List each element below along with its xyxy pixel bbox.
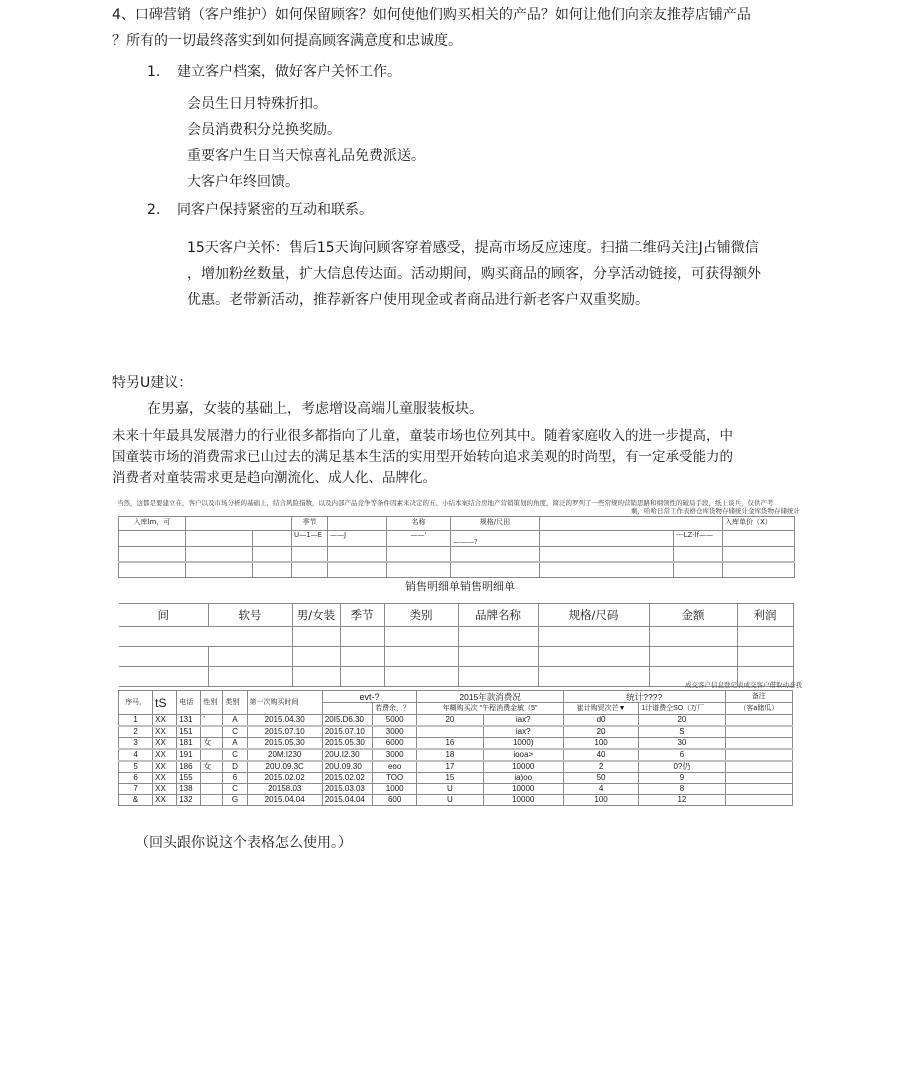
inventory-cell xyxy=(253,547,292,563)
item2-number: 2. xyxy=(147,202,161,218)
customer-cell: 6000 xyxy=(373,738,417,750)
special-paragraph-line: 消费者对童装需求更是趋向潮流化、成人化、品牌化。 xyxy=(112,470,436,486)
customer-cell: XX xyxy=(153,761,177,773)
inventory-row xyxy=(119,562,795,578)
customer-cell: iooa> xyxy=(483,749,563,761)
inventory-cell xyxy=(723,531,795,547)
customer-cell xyxy=(725,726,792,738)
sales-cell xyxy=(737,627,793,647)
sales-cell xyxy=(208,667,292,687)
sales-cell xyxy=(340,667,384,687)
customer-cell: 5000 xyxy=(373,715,417,727)
customer-cell: XX xyxy=(153,784,177,795)
inventory-header-cell xyxy=(186,517,292,531)
customer-header-2015-sub: 年糊购买次 "午程消费金敏（5" xyxy=(417,703,564,715)
customer-header-remarks-sub: （客a储瓜） xyxy=(725,703,792,715)
customer-header-stats-sub2: 1计谱费仝SO（万厂 xyxy=(639,703,725,715)
customer-cell xyxy=(201,795,223,806)
customer-cell: iax? xyxy=(483,726,563,738)
customer-cell: 9 xyxy=(639,773,725,784)
customer-cell: 1000 xyxy=(373,784,417,795)
customer-cell: 女 xyxy=(201,738,223,750)
customer-cell: 0?仍 xyxy=(639,761,725,773)
customer-header-name: tS xyxy=(153,691,177,715)
sales-cell xyxy=(737,647,793,667)
inventory-cell xyxy=(119,547,186,563)
inventory-cell: U—1—E xyxy=(292,531,328,547)
sales-cell xyxy=(292,647,340,667)
customer-cell: 1000) xyxy=(483,738,563,750)
special-line: 在男嘉，女装的基础上，考虑增设高端儿童服装板块。 xyxy=(147,401,483,417)
customer-cell: 138 xyxy=(177,784,201,795)
customer-cell: 20158.03 xyxy=(247,784,322,795)
customer-cell: U xyxy=(417,795,483,806)
inventory-cell xyxy=(119,562,186,578)
customer-cell: 20 xyxy=(417,715,483,727)
customer-cell: XX xyxy=(153,726,177,738)
section4-intro-line1: 4、口碑营销（客户维护）如何保留顾客？如何使他们购买相关的产品？如何让他们向亲友推荐店铺产品 xyxy=(112,7,751,23)
special-paragraph-line: 国童装市场的消费需求已山过去的满足基本生活的实用型开始转向追求美观的时尚型，有一定承受能力的 xyxy=(112,449,733,465)
inventory-header-cell: 名称 xyxy=(387,517,451,531)
customer-cell: 131 xyxy=(177,715,201,727)
customer-cell xyxy=(725,749,792,761)
customer-cell: 20I5.D6.30 xyxy=(322,715,372,727)
customer-cell: 15 xyxy=(417,773,483,784)
customer-cell xyxy=(201,784,223,795)
inventory-cell xyxy=(451,562,540,578)
customer-cell: 20U.09.3C xyxy=(247,761,322,773)
item1-point: 会员生日月特殊折扣。 xyxy=(187,96,327,112)
sales-cell xyxy=(458,647,538,667)
inventory-cell xyxy=(186,531,253,547)
item1-point: 大客户年终回馈。 xyxy=(187,174,299,190)
customer-cell: XX xyxy=(153,749,177,761)
customer-cell: 2015.04.04 xyxy=(247,795,322,806)
inventory-cell xyxy=(387,562,451,578)
sales-cell xyxy=(340,627,384,647)
customer-cell: 3000 xyxy=(373,726,417,738)
customer-cell xyxy=(417,726,483,738)
inventory-cell xyxy=(540,562,674,578)
inventory-cell xyxy=(328,562,387,578)
customer-cell: 17 xyxy=(417,761,483,773)
inventory-cell: ---LZ-lf—— xyxy=(674,531,723,547)
inventory-cell: ——' xyxy=(387,531,451,547)
inventory-cell xyxy=(451,547,540,563)
customer-header-2015-consumption: 2015年款消费况 xyxy=(417,691,564,703)
sales-header-cell: 规格/尺码 xyxy=(538,604,649,627)
customer-header-category: 类别 xyxy=(223,691,247,715)
customer-cell: 151 xyxy=(177,726,201,738)
sales-cell xyxy=(292,627,340,647)
customer-row xyxy=(119,773,793,784)
customer-header-stats: 统计???? xyxy=(563,691,725,703)
customer-cell: S xyxy=(639,726,725,738)
customer-cell: 5 xyxy=(119,761,153,773)
sales-cell xyxy=(208,647,292,667)
inventory-cell xyxy=(387,547,451,563)
sales-cell xyxy=(340,647,384,667)
small-note-line1: 当然，这都是要建立在，客户以及市场分析的基础上，结合风险指数，以及内部产品竞争等条件因素来决定的五、小结本案结合房地产营销策划的角度，简泛的罗列了一些常规的营销思路和纲领性的破局手段，纸上谈兵，仅供产考 xyxy=(117,499,774,507)
inventory-cell xyxy=(253,531,292,547)
sales-cell xyxy=(649,627,737,647)
customer-cell: 6 xyxy=(119,773,153,784)
sales-table xyxy=(119,603,794,687)
section4-intro-line2: ？所有的一切最终落实到如何提高顾客满意度和忠诚度。 xyxy=(112,33,462,49)
inventory-cell xyxy=(119,531,186,547)
customer-cell xyxy=(725,738,792,750)
customer-cell: 16 xyxy=(417,738,483,750)
inventory-cell xyxy=(723,562,795,578)
sales-cell xyxy=(119,647,208,667)
customer-cell: eoo xyxy=(373,761,417,773)
inventory-cell xyxy=(253,562,292,578)
sales-header-cell: 品牌名称 xyxy=(458,604,538,627)
sales-header-cell: 间 xyxy=(119,604,208,627)
customer-cell xyxy=(725,761,792,773)
customer-row xyxy=(119,726,793,738)
customer-row xyxy=(119,738,793,750)
sales-header-cell: 类别 xyxy=(384,604,458,627)
sales-cell xyxy=(458,667,538,687)
customer-header-evt-sub2: 若费余，？ xyxy=(373,703,417,715)
customer-cell: 2015.07.10 xyxy=(247,726,322,738)
sales-cell xyxy=(384,667,458,687)
special-heading: 特另U建议： xyxy=(112,375,193,391)
sales-cell xyxy=(119,627,292,647)
inventory-cell xyxy=(540,547,674,563)
inventory-cell xyxy=(328,547,387,563)
item2-paragraph-line: 15天客户关怀：售后15天询问顾客穿着感受，提高市场反应速度。扫描二维码关注J占铺微信 xyxy=(187,240,759,256)
customer-header-remarks: 备注 xyxy=(725,691,792,703)
inventory-header-row xyxy=(119,517,795,531)
inventory-cell xyxy=(186,562,253,578)
customer-cell: 18 xyxy=(417,749,483,761)
sales-cell xyxy=(384,627,458,647)
sales-cell xyxy=(384,647,458,667)
customer-cell: 186 xyxy=(177,761,201,773)
item1-title: 建立客户档案，做好客户关怀工作。 xyxy=(177,64,401,80)
sales-cell xyxy=(458,627,538,647)
customer-cell: 20U.I2.30 xyxy=(322,749,372,761)
customer-cell: 2015.05.30 xyxy=(322,738,372,750)
customer-cell: C xyxy=(223,749,247,761)
customer-cell: 2015.03.03 xyxy=(322,784,372,795)
customer-cell: TOO xyxy=(373,773,417,784)
customer-cell: 100 xyxy=(563,795,638,806)
customer-cell xyxy=(201,749,223,761)
customer-cell: 132 xyxy=(177,795,201,806)
customer-cell: XX xyxy=(153,773,177,784)
customer-cell: 4 xyxy=(563,784,638,795)
customer-cell: 100 xyxy=(563,738,638,750)
customer-cell: XX xyxy=(153,795,177,806)
customer-row xyxy=(119,784,793,795)
customer-table-caption: 成交客户信息登记表成交客户借取动态我 xyxy=(685,681,802,689)
customer-cell: 50 xyxy=(563,773,638,784)
customer-cell: 30 xyxy=(639,738,725,750)
customer-cell: 1 xyxy=(119,715,153,727)
sales-header-row xyxy=(119,604,793,627)
sales-table-caption: 销售明细单销售明细单 xyxy=(405,580,515,593)
inventory-cell xyxy=(292,562,328,578)
sales-row xyxy=(119,647,793,667)
inventory-cell: ——J xyxy=(328,531,387,547)
customer-cell: U xyxy=(417,784,483,795)
item1-point: 重要客户生日当天惊喜礼品免费派送。 xyxy=(187,148,425,164)
customer-cell: XX xyxy=(153,738,177,750)
customer-cell: 3 xyxy=(119,738,153,750)
customer-cell: D xyxy=(223,761,247,773)
item2-paragraph-line: ，增加粉丝数量，扩大信息传达面。活动期间，购买商品的顾客，分享活动链接，可获得额外 xyxy=(187,266,761,282)
customer-cell: G xyxy=(223,795,247,806)
customer-cell: 女 xyxy=(201,761,223,773)
inventory-cell xyxy=(674,562,723,578)
customer-cell: 20M.I230 xyxy=(247,749,322,761)
sales-header-cell: 软号 xyxy=(208,604,292,627)
customer-cell: 20 xyxy=(639,715,725,727)
inventory-cell xyxy=(292,547,328,563)
inventory-header-cell: 入库单价（X） xyxy=(723,517,795,531)
customer-cell: 2 xyxy=(563,761,638,773)
sales-row xyxy=(119,627,793,647)
customer-cell: XX xyxy=(153,715,177,727)
sales-header-cell: 利润 xyxy=(737,604,793,627)
customer-header-evt-sub1 xyxy=(322,703,372,715)
customer-cell xyxy=(725,784,792,795)
inventory-row xyxy=(119,531,795,547)
customer-row xyxy=(119,761,793,773)
customer-row xyxy=(119,795,793,806)
customer-cell: iax? xyxy=(483,715,563,727)
sales-cell xyxy=(538,647,649,667)
customer-header-stats-sub1: 崔计购贸次芒▼ xyxy=(563,703,638,715)
customer-table xyxy=(118,690,793,806)
customer-cell: 2015.07.10 xyxy=(322,726,372,738)
sales-header-cell: 季节 xyxy=(340,604,384,627)
customer-cell: 10000 xyxy=(483,795,563,806)
sales-cell xyxy=(538,667,649,687)
inventory-row xyxy=(119,547,795,563)
sales-header-cell: 金额 xyxy=(649,604,737,627)
item2-paragraph-line: 优惠。老带新活动，推荐新客户使用现金或者商品进行新老客户双重奖励。 xyxy=(187,292,649,308)
sales-cell xyxy=(649,647,737,667)
customer-cell: 6 xyxy=(639,749,725,761)
customer-cell: 7 xyxy=(119,784,153,795)
customer-cell: C xyxy=(223,726,247,738)
customer-cell: 4 xyxy=(119,749,153,761)
customer-cell: 2015.02.02 xyxy=(247,773,322,784)
customer-cell xyxy=(725,773,792,784)
sales-cell xyxy=(538,627,649,647)
customer-cell: 20 xyxy=(563,726,638,738)
customer-cell xyxy=(201,773,223,784)
customer-group-header-row xyxy=(119,691,793,703)
customer-row xyxy=(119,715,793,727)
customer-cell: & xyxy=(119,795,153,806)
customer-cell: 40 xyxy=(563,749,638,761)
customer-cell: ia)oo xyxy=(483,773,563,784)
inventory-table xyxy=(118,516,795,578)
footer-note: （回头跟你说这个表格怎么使用。） xyxy=(135,835,352,851)
customer-cell: C xyxy=(223,784,247,795)
customer-cell: 2015.04.04 xyxy=(322,795,372,806)
customer-cell: 6 xyxy=(223,773,247,784)
customer-cell: 155 xyxy=(177,773,201,784)
inventory-header-cell xyxy=(328,517,387,531)
customer-cell: 3000 xyxy=(373,749,417,761)
customer-cell: A xyxy=(223,715,247,727)
customer-cell: 2 xyxy=(119,726,153,738)
item1-point: 会员消费积分兑换奖励。 xyxy=(187,122,341,138)
customer-cell xyxy=(725,795,792,806)
sales-cell xyxy=(292,667,340,687)
customer-cell: 2015.05.30 xyxy=(247,738,322,750)
inventory-cell xyxy=(540,531,674,547)
inventory-cell xyxy=(674,547,723,563)
inventory-cell xyxy=(186,547,253,563)
inventory-header-cell: 规格/尺田 xyxy=(451,517,540,531)
customer-cell: ' xyxy=(201,715,223,727)
customer-header-gender: 性别 xyxy=(201,691,223,715)
customer-cell: 191 xyxy=(177,749,201,761)
customer-cell: 20U.09.30 xyxy=(322,761,372,773)
inventory-header-cell xyxy=(540,517,723,531)
customer-header-evt: evt-? xyxy=(322,691,416,703)
customer-row xyxy=(119,749,793,761)
small-note-line2: 剩，哈哈日常工作表格仓库货物存储统计金库货物存储统计 xyxy=(631,507,800,515)
item2-title: 同客户保持紧密的互动和联系。 xyxy=(177,202,373,218)
sales-cell xyxy=(119,667,208,687)
customer-cell xyxy=(725,715,792,727)
customer-cell: A xyxy=(223,738,247,750)
customer-header-first-purchase: 第一次购买时间 xyxy=(247,691,322,715)
customer-header-seq: 序马， xyxy=(119,691,153,715)
customer-cell: 10000 xyxy=(483,784,563,795)
customer-cell: 2015.04.30 xyxy=(247,715,322,727)
item1-number: 1. xyxy=(147,64,161,80)
customer-cell: 600 xyxy=(373,795,417,806)
inventory-cell xyxy=(723,547,795,563)
inventory-header-cell: 入库lm，可 xyxy=(119,517,186,531)
customer-header-phone: 电话 xyxy=(177,691,201,715)
customer-cell: 12 xyxy=(639,795,725,806)
customer-cell: 8 xyxy=(639,784,725,795)
customer-cell: 181 xyxy=(177,738,201,750)
inventory-cell: ———? xyxy=(451,531,540,547)
customer-cell xyxy=(201,726,223,738)
customer-cell: 2015.02.02 xyxy=(322,773,372,784)
inventory-header-cell: 季节 xyxy=(292,517,328,531)
customer-cell: d0 xyxy=(563,715,638,727)
customer-cell: 10000 xyxy=(483,761,563,773)
sales-header-cell: 男/女装 xyxy=(292,604,340,627)
special-paragraph-line: 未来十年最具发展潜力的行业很多都指向了儿童，童装市场也位列其中。随着家庭收入的进一步提高，中 xyxy=(112,428,733,444)
customer-table-body xyxy=(119,715,793,806)
